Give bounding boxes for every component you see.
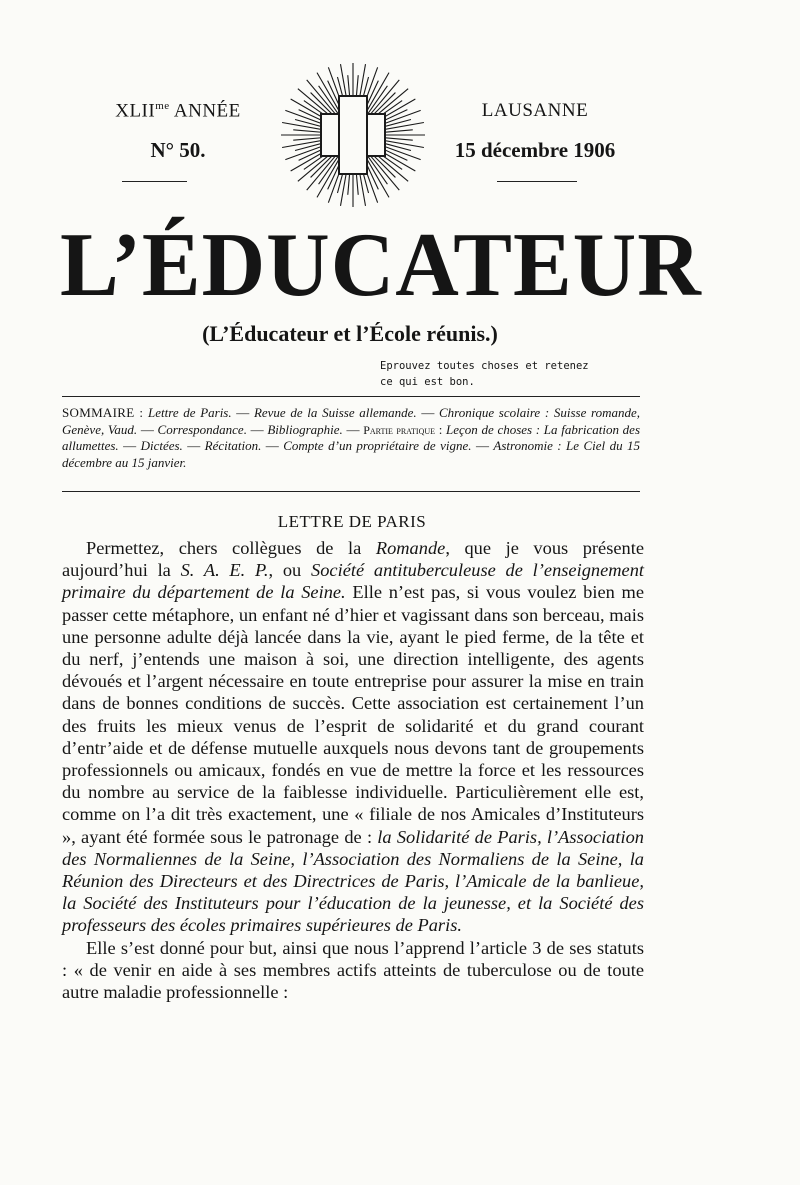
masthead-right bbox=[430, 100, 640, 163]
motto-line-2: ce qui est bon. bbox=[380, 376, 475, 388]
swiss-cross-sunburst-icon bbox=[278, 60, 428, 210]
text-run-italic: Romande bbox=[375, 538, 446, 558]
toc-separator: — bbox=[261, 438, 284, 453]
text-run-italic: la Solidarité de Paris, l’Association des Normaliennes de la Seine, l’Association des Normaliens de la Seine, la Réunion des Directeurs et des Directrices de Paris, l’Amicale de la banlieue, la Société des Instituteurs pour l’éducation de la jeunesse, et la Société des professeurs des écoles primaires supérieures de Paris. bbox=[62, 826, 644, 936]
toc-item: Correspondance. bbox=[157, 421, 247, 437]
toc-item: Astronomie : Le Ciel du 15 décembre au 15 janvier. bbox=[62, 438, 641, 470]
left-divider bbox=[122, 181, 187, 182]
toc-item: Leçon de choses : La fabrication des allumettes. bbox=[62, 421, 641, 453]
toc-item: Compte d’un propriétaire de vigne. bbox=[283, 438, 472, 453]
toc-separator: — bbox=[137, 421, 158, 437]
toc-separator: — bbox=[416, 405, 439, 420]
toc-separator: — bbox=[231, 405, 254, 420]
annee-superscript: me bbox=[155, 100, 170, 112]
annee-number: XLII bbox=[115, 100, 156, 122]
toc-item: Lettre de Paris. bbox=[148, 405, 232, 420]
toc-item: Chronique scolaire : Suisse romande, Genève, Vaud. bbox=[62, 405, 641, 437]
toc-separator: — bbox=[246, 421, 268, 437]
text-run-italic: S. A. E. P. bbox=[180, 560, 269, 581]
toc-item: Dictées. bbox=[140, 438, 183, 453]
article-heading: LETTRE DE PARIS bbox=[277, 512, 427, 531]
text-run: , que je vous présente aujourd’hui la bbox=[62, 538, 645, 581]
text-run: Elle n’est pas, si vous voulez bien me passer cette métaphore, un enfant né d’hier et vagissant dans son berceau, mais une personne adulte déjà lancée dans la vie, ayant le pied ferme, de la tête et du nerf, j’entends une maison à soi, une direction intelligente, des agents dévoués et l’argent nécessaire en toute entreprise pour assurer la mise en train dans de bonnes conditions de succès. Cette association est certainement l’un des fruits les mieux venus de l’esprit de solidarité et du grand courant d’entr’aide et de défense mutuelle auxquels nous devons tant de groupements professionnels ou amicaux, fondés en vue de mettre la force et les ressources du nombre au service de la faiblesse individuelle. Particulièrement elle est, comme on l’a dit très exactement, une « filiale de nos Amicales d’Instituteurs », ayant été formée sous le patronage de : bbox=[62, 582, 644, 847]
article-body bbox=[62, 537, 644, 1003]
toc-separator: — bbox=[471, 438, 494, 453]
text-run: , ou bbox=[268, 560, 312, 581]
table-of-contents bbox=[62, 405, 640, 471]
toc-item: Revue de la Suisse allemande. bbox=[253, 405, 417, 420]
text-run: Permettez, chers collègues de la bbox=[86, 538, 376, 558]
toc-item: Récitation. bbox=[204, 438, 262, 453]
toc-item: Bibliographie. bbox=[267, 421, 343, 437]
paragraph-1 bbox=[62, 537, 644, 937]
motto-line-1: Eprouvez toutes choses et retenez bbox=[380, 360, 589, 372]
journal-subtitle: (L’Éducateur et l’École réunis.) bbox=[202, 321, 498, 346]
bottom-rule bbox=[62, 491, 640, 492]
toc-separator: — bbox=[182, 438, 205, 453]
toc-separator: : bbox=[435, 421, 447, 437]
place-name: LAUSANNE bbox=[481, 100, 589, 121]
annee-label bbox=[78, 100, 278, 122]
top-rule bbox=[62, 396, 640, 397]
masthead-left bbox=[78, 100, 278, 163]
sommaire-label: SOMMAIRE : bbox=[62, 405, 144, 420]
toc-separator: — bbox=[118, 438, 141, 453]
issue-number: N° 50. bbox=[150, 138, 206, 163]
partie-pratique-label: Partie pratique bbox=[363, 422, 436, 437]
issue-date: 15 décembre 1906 bbox=[454, 138, 616, 162]
annee-word: ANNÉE bbox=[173, 100, 241, 122]
paragraph-2: Elle s’est donné pour but, ainsi que nous l’apprend l’article 3 de ses statuts : « de venir en aide à ses membres actifs atteints de tuberculose ou de toute autre maladie professionnelle : bbox=[62, 937, 644, 1003]
motto bbox=[380, 358, 630, 390]
text-run-italic: Société antituberculeuse de l’enseignement primaire du département de la Seine. bbox=[62, 560, 644, 603]
journal-title: L’ÉDUCATEUR bbox=[60, 215, 702, 316]
right-divider bbox=[497, 181, 577, 182]
toc-separator: — bbox=[342, 421, 364, 437]
